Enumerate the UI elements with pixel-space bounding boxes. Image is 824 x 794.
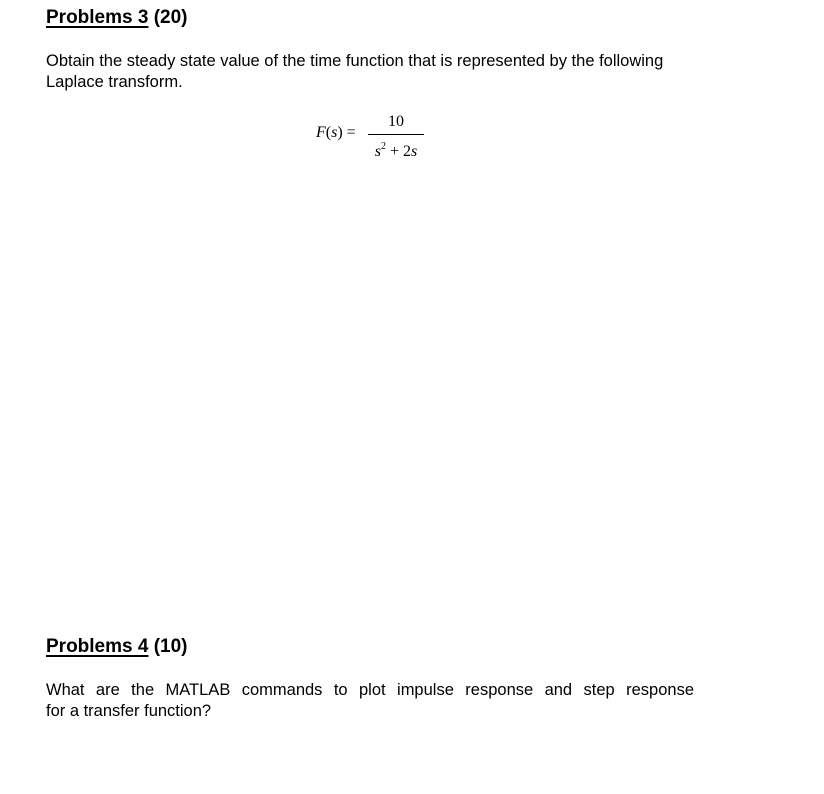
problem-4-heading [46, 636, 188, 658]
problem-3-text: Obtain the steady state value of the time function that is represented by the following Laplace transform. [46, 52, 664, 91]
problem-4-label: Problems 4 [46, 636, 149, 657]
equation-denominator: $s^2 + 2s$ [374, 141, 418, 160]
equation-numerator: 10 [388, 113, 404, 130]
problem-4-text-line-2: for a transfer function? [46, 701, 212, 720]
problem-4-text-line-1: What are the MATLAB commands to plot impulse response and step response [46, 681, 694, 699]
equation-fraction [368, 112, 424, 162]
problem-3-label: Problems 3 [46, 7, 149, 28]
equation-lhs: F(s) = [316, 124, 356, 141]
problem-4-text [46, 680, 694, 721]
fraction-bar [368, 134, 424, 135]
problem-3-heading [46, 7, 188, 29]
problem-4-points: (10) [153, 636, 188, 657]
problem-3-points: (20) [153, 7, 188, 28]
